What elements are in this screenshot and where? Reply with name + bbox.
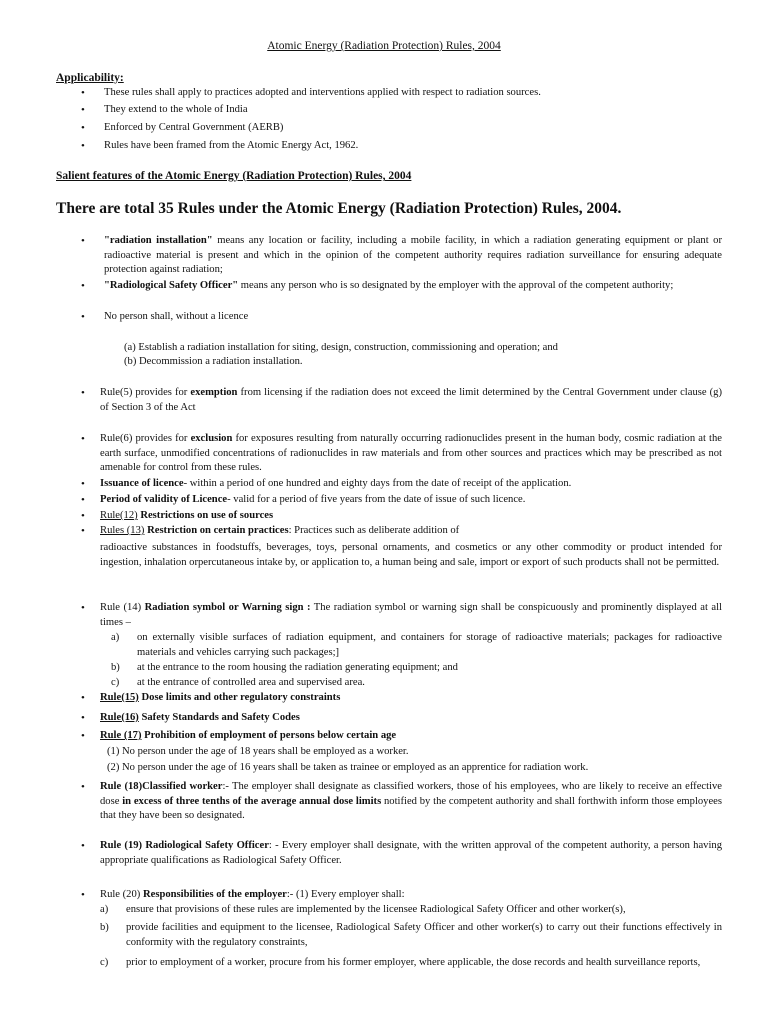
licence-item-b: (b) Decommission a radiation installation.: [124, 356, 303, 367]
bullet-icon: •: [81, 889, 85, 901]
rule-13-continuation: radioactive substances in foodstuffs, beverages, toys, personal ornaments, and cosmetics or any other commodity or product intended for ingestion, inhalation orpercutaneous intake by, or application to, a human being and sale, import or export of such products shall not be permitted.: [100, 542, 722, 568]
rule-17-item-1: (1) No person under the age of 18 years shall be employed as a worker.: [107, 746, 409, 757]
salient-features-heading: Salient features of the Atomic Energy (Radiation Protection) Rules, 2004: [56, 170, 412, 182]
rule-17-item-2: (2) No person under the age of 16 years shall be taken as trainee or employed as an apprentice for radiation work.: [107, 762, 589, 773]
list-item: • Rules (13) Restriction on certain practices: Practices such as deliberate addition of: [81, 525, 460, 537]
page-title: Atomic Energy (Radiation Protection) Rules, 2004: [267, 40, 501, 52]
rule-20-item-b: b) provide facilities and equipment to the licensee, Radiological Safety Officer and other worker(s) to carry out their functions effectively in conformity with the regulatory constraints,: [100, 922, 722, 948]
list-item: • They extend to the whole of India: [81, 104, 248, 116]
bullet-icon: •: [81, 280, 85, 292]
list-item: • Rules have been framed from the Atomic Energy Act, 1962.: [81, 140, 359, 152]
list-item: • Period of validity of Licence- valid for a period of five years from the date of issue of such licence.: [81, 494, 526, 506]
bullet-icon: •: [81, 433, 85, 445]
list-item: • Rule (19) Radiological Safety Officer: - Every employer shall designate, with the written approval of the competent authority, a person having appropriate qualifications as Radiological Safety Officer.: [81, 840, 723, 866]
rule-14-item-b: b) at the entrance to the room housing the radiation generating equipment; and: [111, 662, 458, 673]
bullet-icon: •: [81, 781, 85, 793]
list-item: • Rule(16) Safety Standards and Safety Codes: [81, 712, 300, 724]
bullet-icon: •: [81, 87, 85, 99]
list-item: • "Radiological Safety Officer" means any person who is so designated by the employer with the approval of the competent authority;: [81, 280, 674, 292]
bullet-icon: •: [81, 840, 85, 852]
bullet-icon: •: [81, 602, 85, 614]
list-item: • Rule (18)Classified worker:- The employer shall designate as classified workers, those of his employees, who are likely to receive an effective dose in excess of three tenths of the average annual dose limits notified by the competent authority and shall forthwith inform those employees that they have been so designated.: [81, 781, 723, 822]
list-item: • Rule(6) provides for exclusion for exposures resulting from naturally occurring radionuclides present in the human body, cosmic radiation at the earth surface, unmodified concentrations of radionuclides in raw materials and from other sources and practices which may be prescribed as not amenable for control from these rules.: [81, 433, 722, 474]
applicability-heading: Applicability:: [56, 72, 124, 84]
list-item: • Rule (14) Radiation symbol or Warning sign : The radiation symbol or warning sign shall be conspicuously and prominently displayed at all times –: [81, 602, 722, 628]
bullet-icon: •: [81, 235, 85, 247]
rule-20-item-c: c) prior to employment of a worker, procure from his former employer, where applicable, the dose records and health surveillance reports,: [100, 957, 701, 968]
list-item: • These rules shall apply to practices adopted and interventions applied with respect to radiation sources.: [81, 87, 541, 99]
bullet-icon: •: [81, 104, 85, 116]
list-item: • Rule(12) Restrictions on use of sources: [81, 510, 274, 522]
list-item: • Rule(15) Dose limits and other regulatory constraints: [81, 692, 341, 704]
bullet-icon: •: [81, 510, 85, 522]
bullet-icon: •: [81, 387, 85, 399]
total-rules-note: There are total 35 Rules under the Atomic Energy (Radiation Protection) Rules, 2004.: [56, 200, 622, 217]
list-item: • Issuance of licence- within a period of one hundred and eighty days from the date of receipt of the application.: [81, 478, 572, 490]
bullet-icon: •: [81, 140, 85, 152]
bullet-icon: •: [81, 122, 85, 134]
bullet-icon: •: [81, 525, 85, 537]
list-item: • No person shall, without a licence: [81, 311, 249, 323]
bullet-icon: •: [81, 311, 85, 323]
rule-20-item-a: a) ensure that provisions of these rules are implemented by the licensee Radiological Safety Officer and other worker(s),: [100, 904, 626, 915]
bullet-icon: •: [81, 730, 85, 742]
list-item: • Rule (17) Prohibition of employment of persons below certain age: [81, 730, 397, 742]
list-item: • Rule(5) provides for exemption from licensing if the radiation does not exceed the limit determined by the Central Government under clause (g) of Section 3 of the Act: [81, 387, 722, 413]
list-item: • Enforced by Central Government (AERB): [81, 122, 284, 134]
bullet-icon: •: [81, 712, 85, 724]
rule-14-item-c: c) at the entrance of controlled area and supervised area.: [111, 677, 365, 688]
bullet-icon: •: [81, 494, 85, 506]
list-item: • Rule (20) Responsibilities of the employer:- (1) Every employer shall:: [81, 889, 405, 901]
bullet-icon: •: [81, 692, 85, 704]
licence-item-a: (a) Establish a radiation installation for siting, design, construction, commissioning and operation; and: [124, 342, 558, 353]
list-item: • "radiation installation" means any location or facility, including a mobile facility, in which a radiation generating equipment or plant or radioactive material is present and which in the opinion of the competent authority requires radiation surveillance for ensuring adequate protection against radiation;: [81, 235, 723, 276]
bullet-icon: •: [81, 478, 85, 490]
rule-14-item-a: a) on externally visible surfaces of radiation equipment, and containers for storage of radioactive materials; packages for radioactive materials and vehicles carrying such packages;]: [111, 632, 722, 658]
